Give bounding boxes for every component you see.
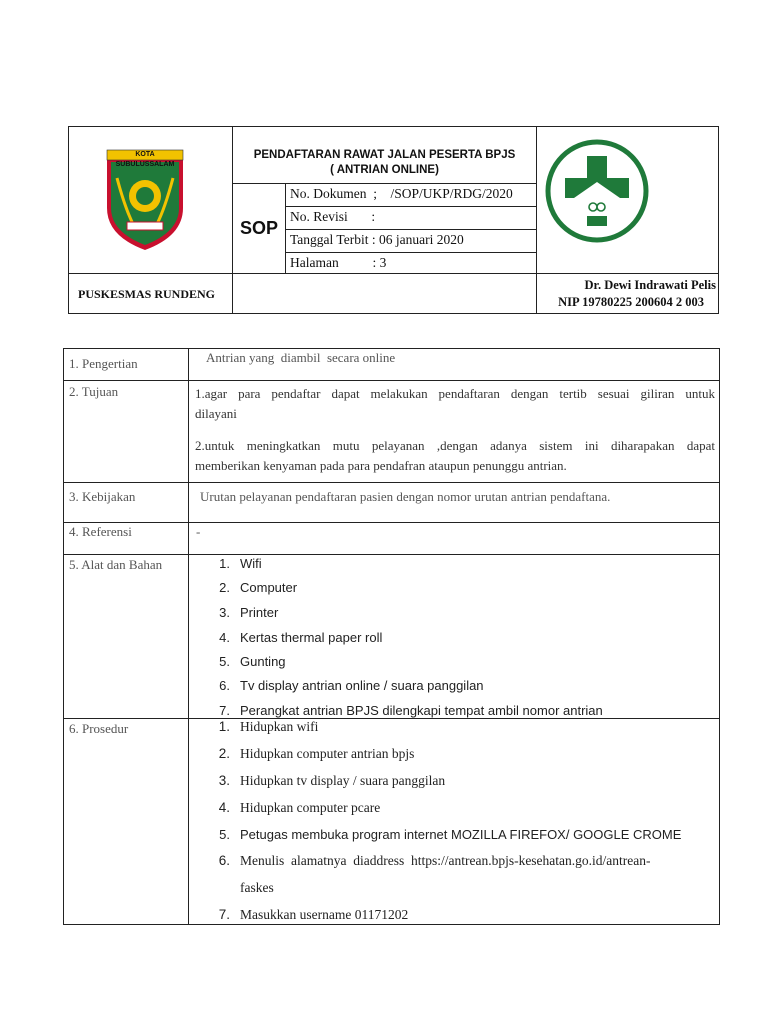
tujuan-p2: [195, 436, 715, 476]
issue-date: Tanggal Terbit : 06 januari 2020: [290, 232, 464, 247]
prosedur-list: [208, 718, 716, 923]
kebijakan-label: 3. Kebijakan: [69, 489, 136, 504]
list-item-continuation: faskes: [240, 880, 274, 895]
list-item: 4. Kertas thermal paper roll: [219, 630, 383, 645]
kebijakan-text: Urutan pelayanan pendaftaran pasien dengan nomor urutan antrian pendaftana.: [200, 489, 611, 504]
tujuan-label: 2. Tujuan: [69, 384, 119, 399]
list-item: 1. Hidupkan wifi: [218, 719, 319, 734]
alat-list: [208, 554, 716, 718]
pengertian-text: Antrian yang diambil secara online: [206, 350, 396, 365]
title-line-1: PENDAFTARAN RAWAT JALAN PESERTA BPJS: [253, 149, 516, 161]
list-item: 6. Tv display antrian online / suara panggilan: [219, 678, 484, 693]
list-item: 5. Gunting: [219, 654, 286, 669]
page-number: Halaman : 3: [290, 255, 387, 270]
referensi-text: -: [196, 524, 201, 539]
list-item: 4. Hidupkan computer pcare: [218, 800, 381, 815]
prosedur-label: 6. Prosedur: [69, 721, 129, 736]
list-item: 3. Printer: [219, 605, 279, 620]
signatory-nip: NIP 19780225 200604 2 003: [558, 295, 704, 309]
puskesmas-logo: [544, 138, 650, 244]
revision-number: No. Revisi :: [290, 209, 376, 224]
emblem-text: KOTA SUBULUSSALAM: [115, 151, 175, 168]
sop-label: SOP: [239, 218, 278, 238]
list-item: 7. Masukkan username 01171202: [218, 907, 409, 922]
tujuan-p1-line2: dilayani: [195, 406, 237, 421]
list-item: 1. Wifi: [219, 556, 262, 571]
list-item: 7. Perangkat antrian BPJS dilengkapi tempat ambil nomor antrian: [219, 703, 603, 718]
list-item: 2. Computer: [219, 580, 298, 595]
organization-name: PUSKESMAS RUNDENG: [78, 287, 216, 301]
document-title: [233, 148, 536, 178]
tujuan-p1: [195, 384, 715, 424]
tujuan-p2-line2: memberikan kenyaman pada para pendafran ataupun penunggu antrian.: [195, 458, 567, 473]
title-line-2: ( ANTRIAN ONLINE): [330, 164, 439, 176]
list-item: 3. Hidupkan tv display / suara panggilan: [218, 773, 446, 788]
kota-subulussalam-emblem: [103, 148, 187, 252]
alat-label: 5. Alat dan Bahan: [69, 557, 163, 572]
tujuan-p2-line1: 2.untuk meningkatkan mutu pelayanan ,dengan adanya sistem ini diharapakan dapat: [195, 438, 715, 453]
list-item: 5. Petugas membuka program internet MOZILLA FIREFOX/ GOOGLE CROME: [219, 827, 682, 842]
list-item: 6. Menulis alamatnya diaddress https://antrean.bpjs-kesehatan.go.id/antrean-: [218, 853, 651, 868]
referensi-label: 4. Referensi: [69, 524, 132, 539]
tujuan-p1-line1: 1.agar para pendaftar dapat melakukan pendaftaran dengan tertib sesuai giliran untuk: [195, 386, 715, 401]
list-item: 2. Hidupkan computer antrian bpjs: [218, 746, 415, 761]
signatory-name: Dr. Dewi Indrawati Pelis: [584, 278, 716, 292]
pengertian-label: 1. Pengertian: [69, 356, 138, 371]
doc-number: No. Dokumen ; /SOP/UKP/RDG/2020: [290, 186, 513, 201]
